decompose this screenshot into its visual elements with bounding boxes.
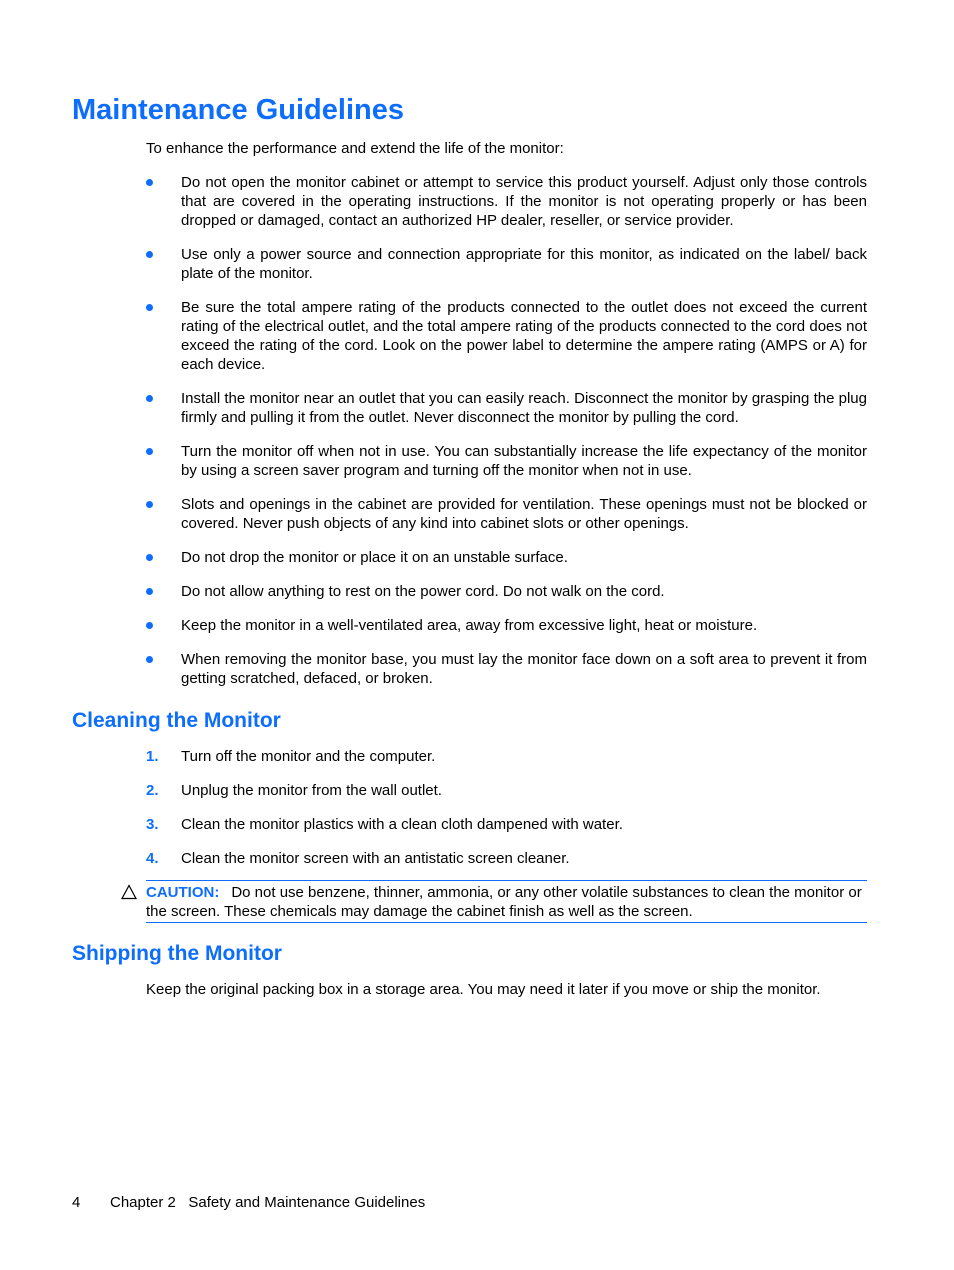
bullet-icon (146, 501, 153, 508)
step-number: 2. (146, 782, 159, 799)
step-text: Clean the monitor plastics with a clean cloth dampened with water. (181, 816, 623, 833)
list-item (146, 245, 867, 283)
bullet-icon (146, 622, 153, 629)
bullet-icon (146, 179, 153, 186)
bullet-icon (146, 448, 153, 455)
list-item (146, 173, 867, 230)
page-number: 4 (72, 1194, 81, 1211)
step-text: Unplug the monitor from the wall outlet. (181, 782, 442, 799)
step-text: Clean the monitor screen with an antistatic screen cleaner. (181, 850, 570, 867)
step-item (146, 849, 867, 868)
cleaning-steps (146, 747, 867, 883)
step-item (146, 815, 867, 834)
step-number: 1. (146, 748, 159, 765)
list-item-text: Install the monitor near an outlet that you can easily reach. Disconnect the monitor by grasping the plug firmly and pulling it from the outlet. Never disconnect the monitor by pulling the cord. (181, 390, 867, 426)
page-title: Maintenance Guidelines (72, 94, 404, 126)
list-item-text: When removing the monitor base, you must lay the monitor face down on a soft area to prevent it from getting scratched, defaced, or broken. (181, 651, 867, 687)
list-item-text: Use only a power source and connection appropriate for this monitor, as indicated on the label/ back plate of the monitor. (181, 246, 867, 282)
warning-triangle-icon (121, 884, 137, 900)
list-item-text: Do not drop the monitor or place it on an unstable surface. (181, 549, 568, 566)
step-text: Turn off the monitor and the computer. (181, 748, 436, 765)
list-item (146, 495, 867, 533)
list-item (146, 442, 867, 480)
list-item (146, 650, 867, 688)
list-item (146, 582, 867, 601)
step-number: 3. (146, 816, 159, 833)
bullet-icon (146, 588, 153, 595)
caution-label: CAUTION: (146, 884, 220, 901)
chapter-title: Chapter 2 Safety and Maintenance Guidelines (110, 1194, 426, 1211)
list-item-text: Turn the monitor off when not in use. You can substantially increase the life expectancy of the monitor by using a screen saver program and turning off the monitor when not in use. (181, 443, 867, 479)
caution-box (146, 880, 867, 923)
step-item (146, 747, 867, 766)
list-item (146, 389, 867, 427)
list-item (146, 616, 867, 635)
bullet-icon (146, 251, 153, 258)
list-item-text: Do not allow anything to rest on the power cord. Do not walk on the cord. (181, 583, 665, 600)
list-item (146, 298, 867, 374)
bullet-icon (146, 304, 153, 311)
list-item-text: Slots and openings in the cabinet are provided for ventilation. These openings must not be blocked or covered. Never push objects of any kind into cabinet slots or other openings. (181, 496, 867, 532)
list-item-text: Be sure the total ampere rating of the products connected to the outlet does not exceed the current rating of the electrical outlet, and the total ampere rating of the products connected to the cord does not exceed the rating of the cord. Look on the power label to determine the ampere rating (AMPS or A) for each device. (181, 299, 867, 373)
shipping-text: Keep the original packing box in a storage area. You may need it later if you move or ship the monitor. (146, 981, 821, 998)
shipping-heading: Shipping the Monitor (72, 942, 282, 965)
intro-text: To enhance the performance and extend the life of the monitor: (146, 140, 564, 157)
caution-text: Do not use benzene, thinner, ammonia, or any other volatile substances to clean the monitor or the screen. These chemicals may damage the cabinet finish as well as the screen. (146, 884, 862, 920)
bullet-icon (146, 656, 153, 663)
list-item (146, 548, 867, 567)
step-number: 4. (146, 850, 159, 867)
step-item (146, 781, 867, 800)
bullet-icon (146, 554, 153, 561)
list-item-text: Keep the monitor in a well-ventilated area, away from excessive light, heat or moisture. (181, 617, 758, 634)
page-footer (72, 1193, 425, 1212)
bullet-icon (146, 395, 153, 402)
cleaning-heading: Cleaning the Monitor (72, 709, 281, 732)
guidelines-list (146, 173, 867, 703)
list-item-text: Do not open the monitor cabinet or attempt to service this product yourself. Adjust only those controls that are covered in the operating instructions. If the monitor is not operating properly or has been dropped or damaged, contact an authorized HP dealer, reseller, or service provider. (181, 174, 867, 229)
